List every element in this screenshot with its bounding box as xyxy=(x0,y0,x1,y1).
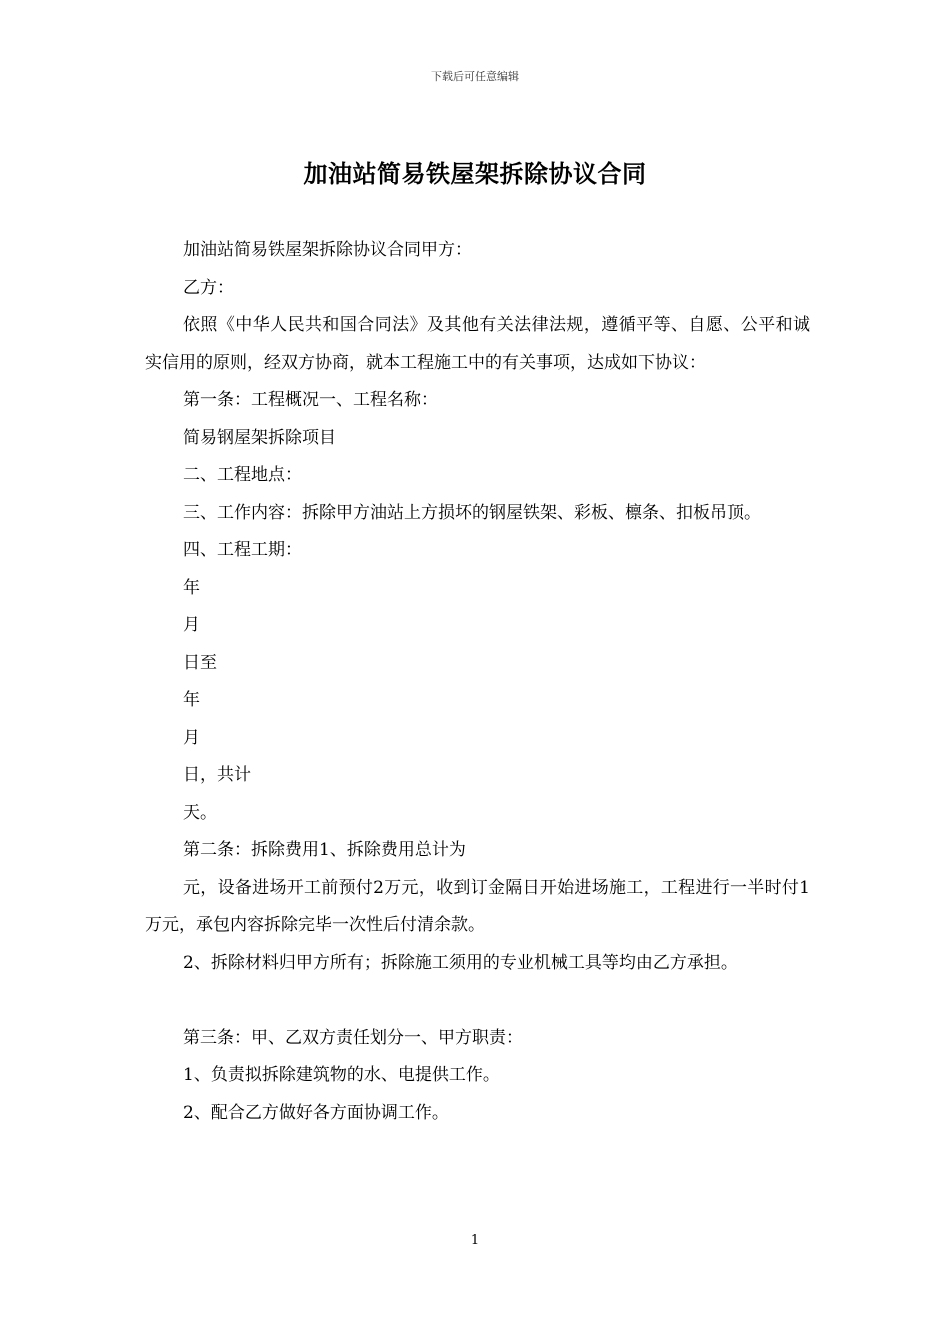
paragraph: 月 xyxy=(183,727,200,748)
document-title: 加油站简易铁屋架拆除协议合同 xyxy=(303,159,647,188)
paragraph: 年 xyxy=(183,577,200,598)
paragraph: 月 xyxy=(183,615,200,635)
paragraph: 日，共计 xyxy=(183,765,251,785)
paragraph: 2、配合乙方做好各方面协调工作。 xyxy=(183,1102,449,1123)
paragraph: 日至 xyxy=(183,652,217,673)
paragraph: 乙方： xyxy=(183,277,234,298)
paragraph: 二、工程地点： xyxy=(183,465,302,485)
header-note: 下载后可任意编辑 xyxy=(431,70,519,83)
paragraph: 元，设备进场开工前预付2万元，收到订金隔日开始进场施工，工程进行一半时付1万元，承包内容拆除完毕一次性后付清余款。 xyxy=(145,877,810,935)
paragraph: 依照《中华人民共和国合同法》及其他有关法律法规，遵循平等、自愿、公平和诚实信用的原则，经双方协商，就本工程施工中的有关事项，达成如下协议： xyxy=(145,315,810,373)
paragraph: 第一条：工程概况一、工程名称： xyxy=(183,390,438,410)
paragraph: 年 xyxy=(183,690,200,710)
blank-line xyxy=(145,982,810,1020)
paragraph: 第二条：拆除费用1、拆除费用总计为 xyxy=(183,840,466,860)
paragraph: 简易钢屋架拆除项目 xyxy=(183,427,336,448)
paragraph: 三、工作内容：拆除甲方油站上方损坏的钢屋铁架、彩板、檩条、扣板吊顶。 xyxy=(183,502,761,523)
paragraph: 四、工程工期： xyxy=(183,540,302,560)
document-body xyxy=(145,232,810,1132)
paragraph: 第三条：甲、乙双方责任划分一、甲方职责： xyxy=(183,1027,523,1048)
paragraph: 加油站简易铁屋架拆除协议合同甲方： xyxy=(183,240,472,260)
paragraph: 2、拆除材料归甲方所有；拆除施工须用的专业机械工具等均由乙方承担。 xyxy=(183,952,738,973)
paragraph: 1、负责拟拆除建筑物的水、电提供工作。 xyxy=(183,1065,500,1085)
paragraph: 天。 xyxy=(183,802,217,823)
page-number: 1 xyxy=(470,1233,480,1248)
